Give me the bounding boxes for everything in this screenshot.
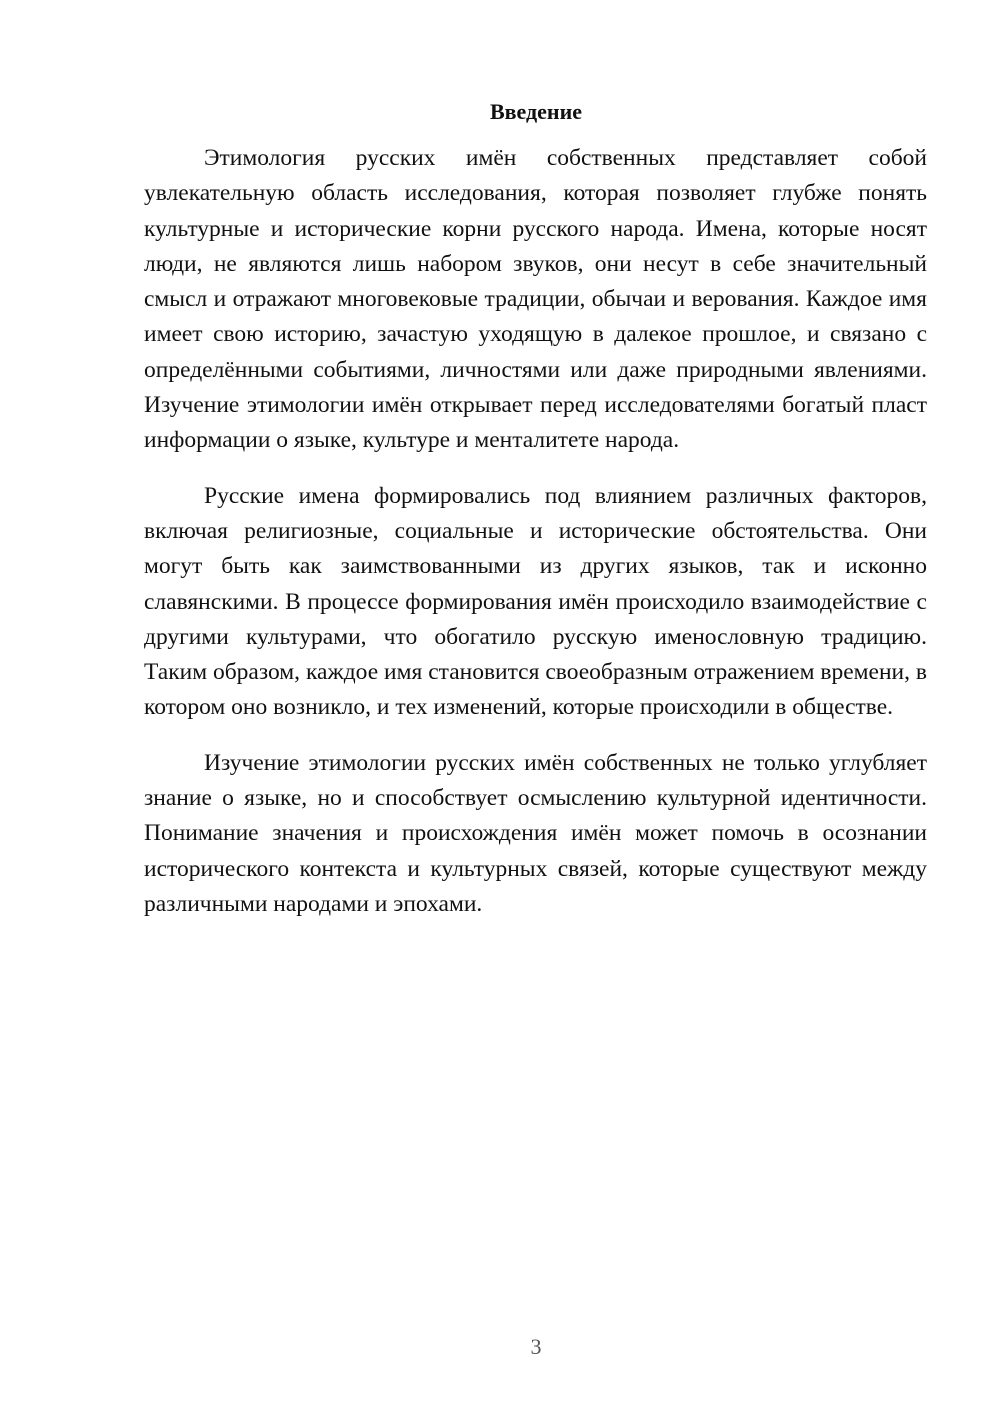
page-number: 3 bbox=[530, 1334, 542, 1359]
paragraph: Изучение этимологии русских имён собственных не только углубляет знание о языке, но и способствует осмыслению культурной идентичности. Понимание значения и происхождения имён может помочь в осознании исторического контекста и культурных связей, которые существуют между различными народами и эпохами. bbox=[144, 749, 927, 917]
body-text bbox=[144, 141, 927, 922]
paragraph: Этимология русских имён собственных представляет собой увлекательную область исследования, которая позволяет глубже понять культурные и исторические корни русского народа. Имена, которые носят люди, не являются лишь набором звуков, они несут в себе значительный смысл и отражают многовековые традиции, обычаи и верования. Каждое имя имеет свою историю, зачастую уходящую в далекое прошлое, и связано с определёнными событиями, личностями или даже природными явлениями. Изучение этимологии имён открывает перед исследователями богатый пласт информации о языке, культуре и менталитете народа. bbox=[144, 145, 927, 454]
section-title: Введение bbox=[489, 99, 583, 124]
paragraph: Русские имена формировались под влиянием различных факторов, включая религиозные, социальные и исторические обстоятельства. Они могут быть как заимствованными из других языков, так и исконно славянскими. В процессе формирования имён происходило взаимодействие с другими культурами, что обогатило русскую именословную традицию. Таким образом, каждое имя становится своеобразным отражением времени, в котором оно возникло, и тех изменений, которые происходили в обществе. bbox=[144, 482, 927, 721]
